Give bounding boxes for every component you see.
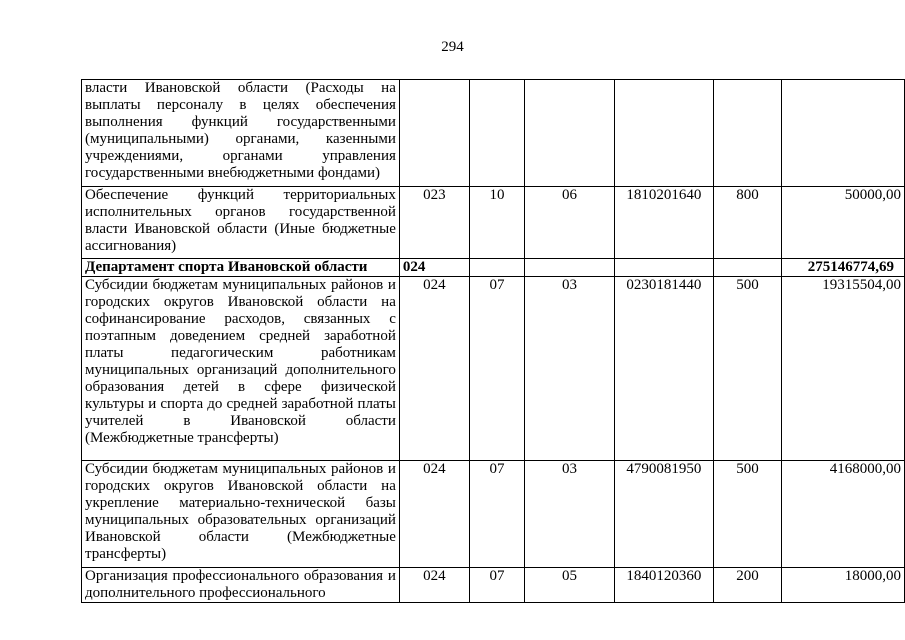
row-sum — [782, 80, 905, 187]
table-row — [82, 80, 905, 187]
row-sum: 18000,00 — [782, 568, 905, 603]
row-sum: 4168000,00 — [782, 461, 905, 568]
row-vr: 500 — [713, 461, 781, 568]
row-name: Субсидии бюджетам муниципальных районов и городских округов Ивановской области на софинансирование расходов, связанных с поэтапным доведением средней заработной платы педагогическим работникам муниципальных организаций дополнительного образования детей в сфере физической культуры и спорта до средней заработной платы учителей в Ивановской области (Межбюджетные трансферты) — [82, 277, 400, 461]
department-sum: 275146774,69 — [782, 259, 905, 277]
row-csr: 4790081950 — [614, 461, 713, 568]
row-sum: 50000,00 — [782, 187, 905, 259]
row-name: Обеспечение функций территориальных исполнительных органов государственной власти Ивановской области (Иные бюджетные ассигнования) — [82, 187, 400, 259]
table-row — [82, 461, 905, 568]
row-podrazdel: 03 — [525, 277, 615, 461]
row-csr — [614, 80, 713, 187]
department-code: 024 — [399, 259, 469, 277]
row-razdel: 07 — [469, 568, 524, 603]
row-csr: 0230181440 — [614, 277, 713, 461]
row-razdel: 07 — [469, 461, 524, 568]
row-csr: 1840120360 — [614, 568, 713, 603]
row-name: Субсидии бюджетам муниципальных районов и городских округов Ивановской области на укрепление материально-технической базы муниципальных образовательных организаций Ивановской области (Межбюджетные трансферты) — [82, 461, 400, 568]
row-vr: 800 — [713, 187, 781, 259]
row-code: 024 — [399, 277, 469, 461]
row-name: Организация профессионального образования и дополнительного профессионального — [82, 568, 400, 603]
department-row — [82, 259, 905, 277]
row-razdel — [469, 80, 524, 187]
row-vr: 500 — [713, 277, 781, 461]
budget-table — [81, 79, 905, 603]
row-podrazdel: 06 — [525, 187, 615, 259]
row-csr — [614, 259, 713, 277]
row-sum: 19315504,00 — [782, 277, 905, 461]
row-code: 023 — [399, 187, 469, 259]
table-row — [82, 277, 905, 461]
row-razdel — [469, 259, 524, 277]
row-vr — [713, 259, 781, 277]
table-row — [82, 187, 905, 259]
row-razdel: 10 — [469, 187, 524, 259]
row-name: власти Ивановской области (Расходы на выплаты персоналу в целях обеспечения выполнения функций государственными (муниципальными) органами, казенными учреждениями, органами управления государственными внебюджетными фондами) — [82, 80, 400, 187]
row-code: 024 — [399, 568, 469, 603]
department-name: Департамент спорта Ивановской области — [82, 259, 400, 277]
row-podrazdel: 03 — [525, 461, 615, 568]
row-code: 024 — [399, 461, 469, 568]
row-razdel: 07 — [469, 277, 524, 461]
row-code — [399, 80, 469, 187]
row-csr: 1810201640 — [614, 187, 713, 259]
row-vr — [713, 80, 781, 187]
table-row — [82, 568, 905, 603]
row-podrazdel — [525, 259, 615, 277]
row-vr: 200 — [713, 568, 781, 603]
row-podrazdel — [525, 80, 615, 187]
row-podrazdel: 05 — [525, 568, 615, 603]
page-number: 294 — [441, 39, 464, 55]
